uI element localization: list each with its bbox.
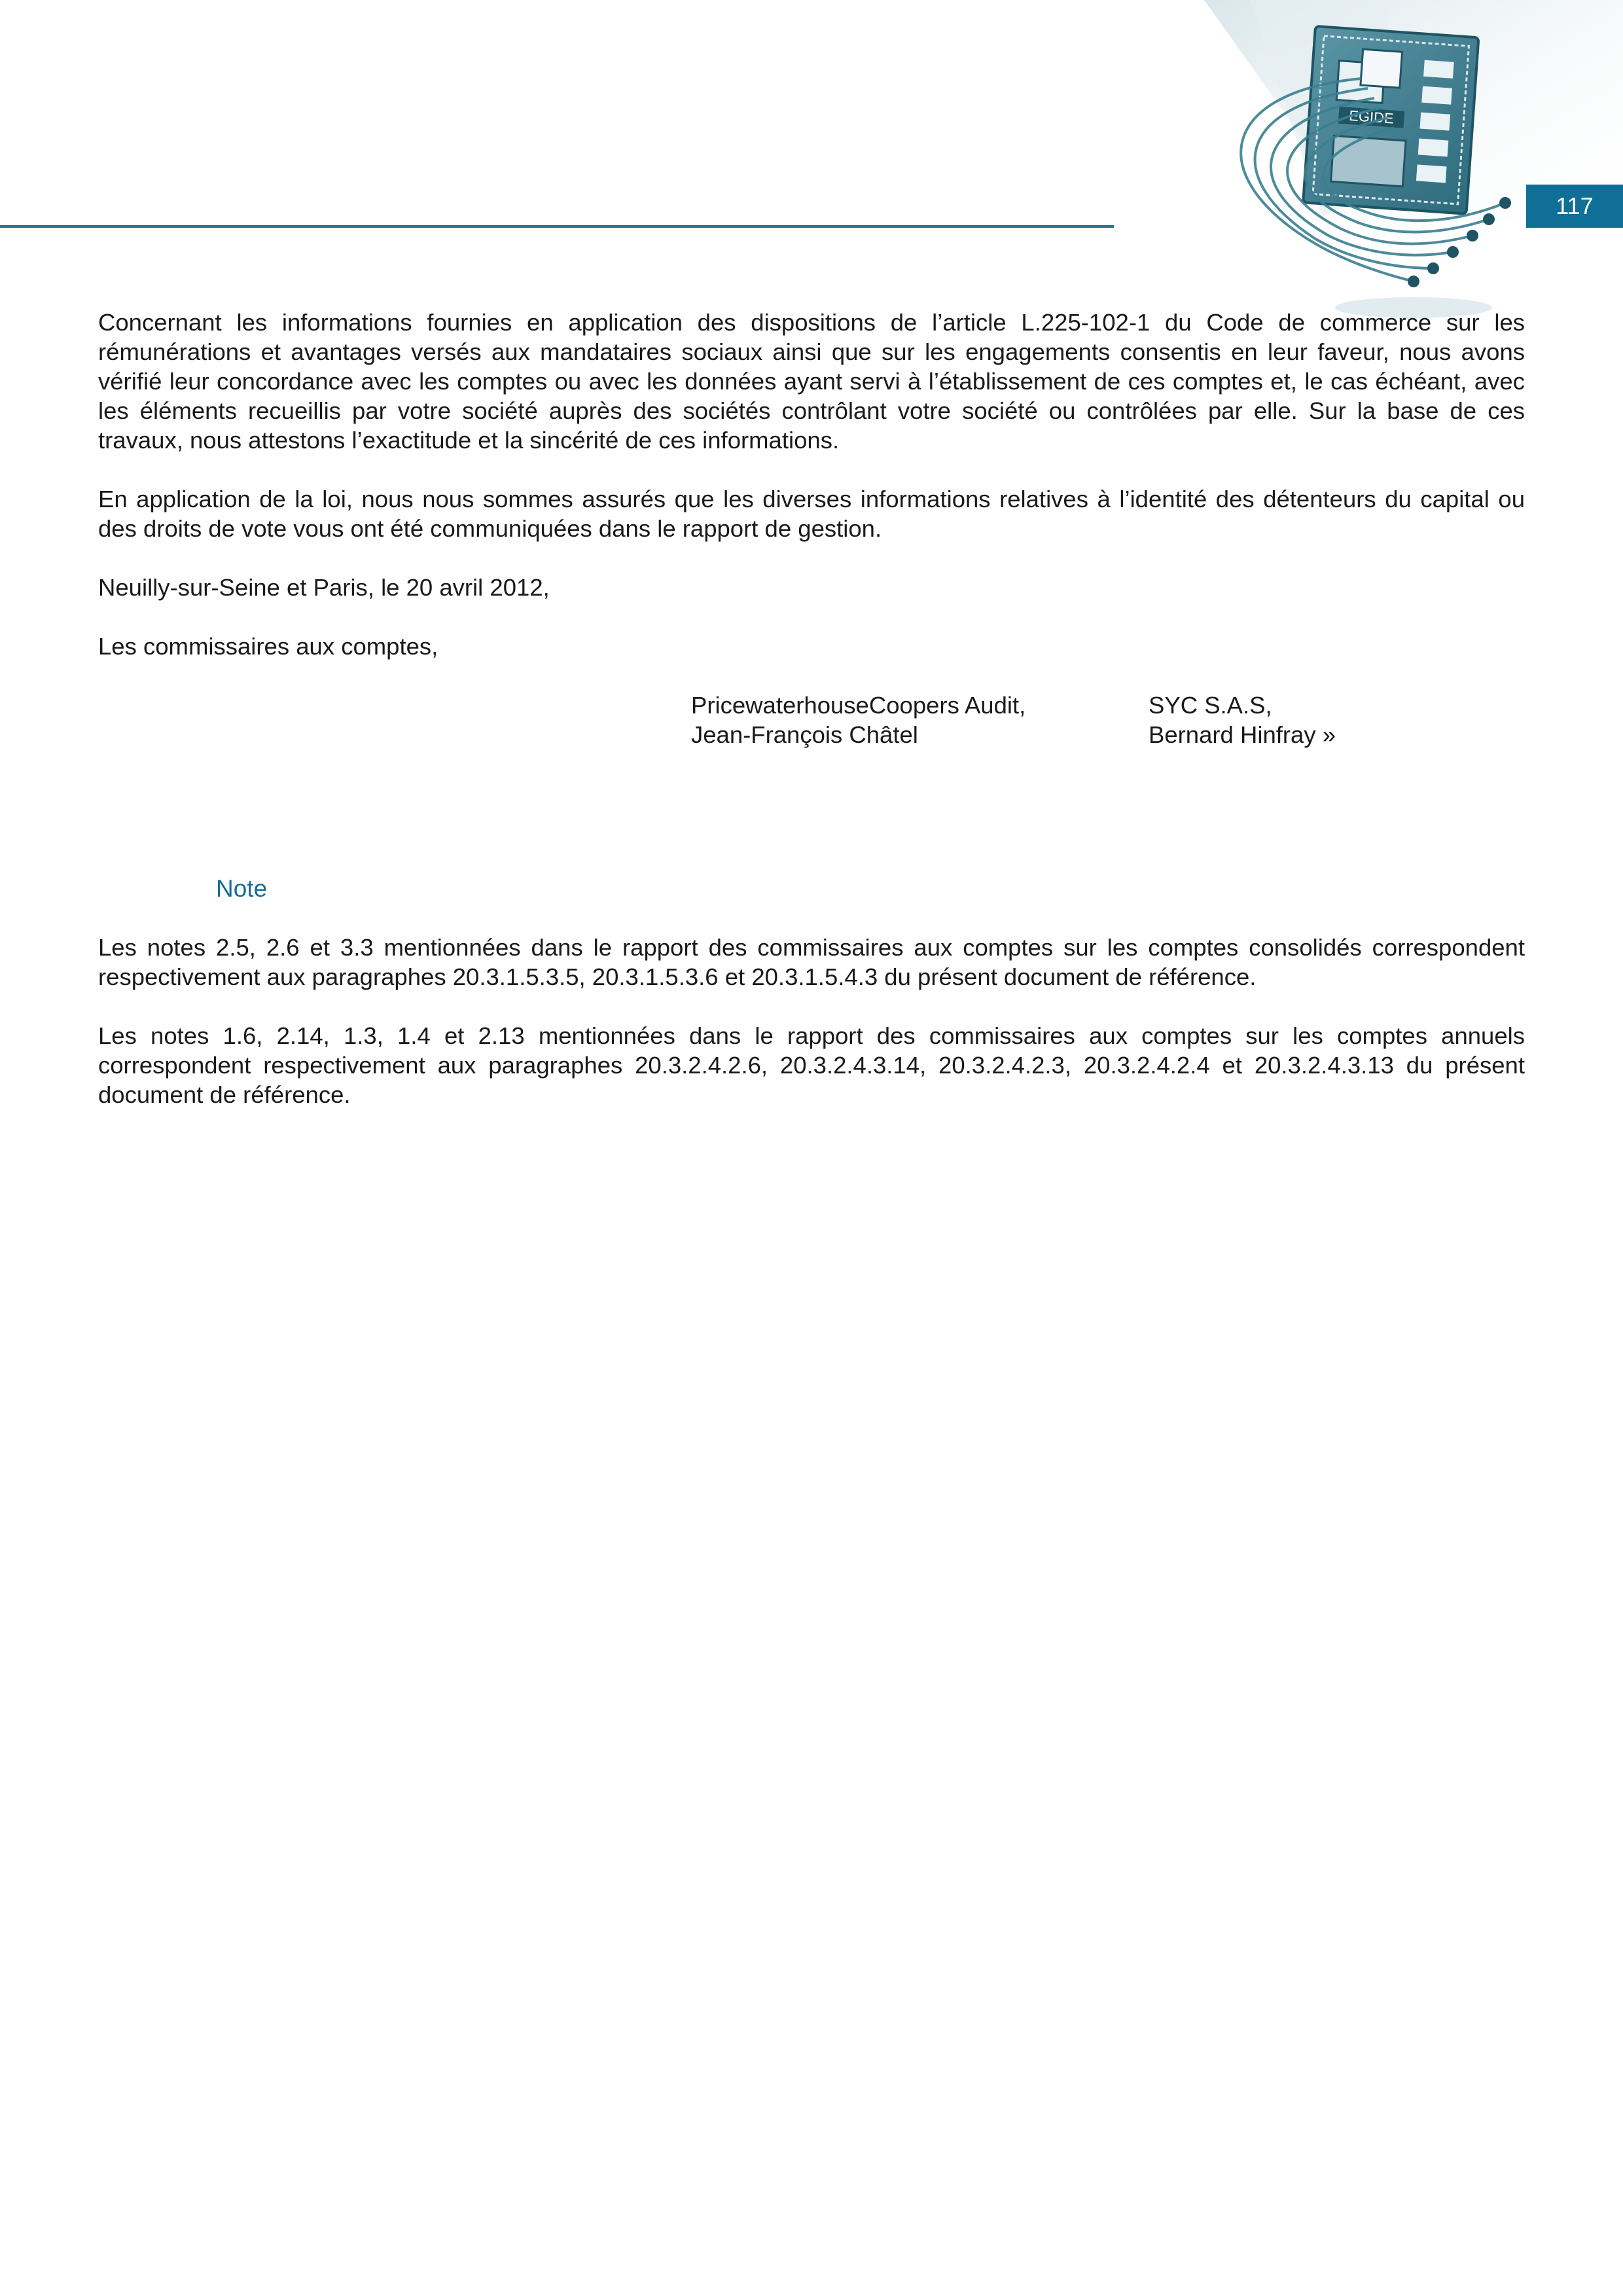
document-body — [98, 308, 1525, 1109]
egide-chip-logo — [1106, 0, 1623, 327]
note-title: Note — [216, 875, 268, 902]
paragraph-remuneration: Concernant les informations fournies en application des dispositions de l’article L.225-102-1 du Code de commerce sur les rémunérations et avantages versés aux mandataires sociaux ainsi que sur les engagements consentis en leur faveur, nous avons vérifié leur concordance avec les comptes ou avec les données ayant servi à l’établissement de ces comptes et, le cas échéant, avec les éléments recueillis par votre société auprès des sociétés contrôlant votre société ou contrôlées par elle. Sur la base de ces travaux, nous attestons l’exactitude et la sincérité de ces informations. — [98, 309, 1525, 454]
logo-text: EGIDE — [1348, 107, 1395, 127]
page-number: 117 — [1526, 185, 1623, 228]
auditors-label: Les commissaires aux comptes, — [98, 633, 438, 660]
signature-firm: PricewaterhouseCoopers Audit, — [691, 692, 1026, 719]
paragraph-capital-information: En application de la loi, nous nous sommes assurés que les diverses informations relatives à l’identité des détenteurs du capital ou des droits de vote vous ont été communiquées dans le rapport de gestion. — [98, 486, 1525, 542]
signature-person: Jean-François Châtel — [691, 721, 918, 748]
signature-firm: SYC S.A.S, — [1149, 692, 1272, 719]
note-consolidated: Les notes 2.5, 2.6 et 3.3 mentionnées dans le rapport des commissaires aux comptes sur les comptes consolidés correspondent respectivement aux paragraphes 20.3.1.5.3.5, 20.3.1.5.3.6 et 20.3.1.5.4.3 du présent document de référence. — [98, 934, 1525, 990]
signature-block — [98, 691, 1525, 756]
place-and-date: Neuilly-sur-Seine et Paris, le 20 avril 2012, — [98, 574, 550, 601]
signature-syc — [1149, 691, 1336, 749]
note-annual: Les notes 1.6, 2.14, 1.3, 1.4 et 2.13 mentionnées dans le rapport des commissaires aux comptes sur les comptes annuels correspondent respectivement aux paragraphes 20.3.2.4.2.6, 20.3.2.4.3.14, 20.3.2.4.2.3, 20.3.2.4.2.4 et 20.3.2.4.3.13 du présent document de référence. — [98, 1022, 1525, 1108]
header-rule — [0, 225, 1114, 228]
signature-pwc — [691, 691, 1026, 749]
signature-person: Bernard Hinfray » — [1149, 721, 1336, 748]
